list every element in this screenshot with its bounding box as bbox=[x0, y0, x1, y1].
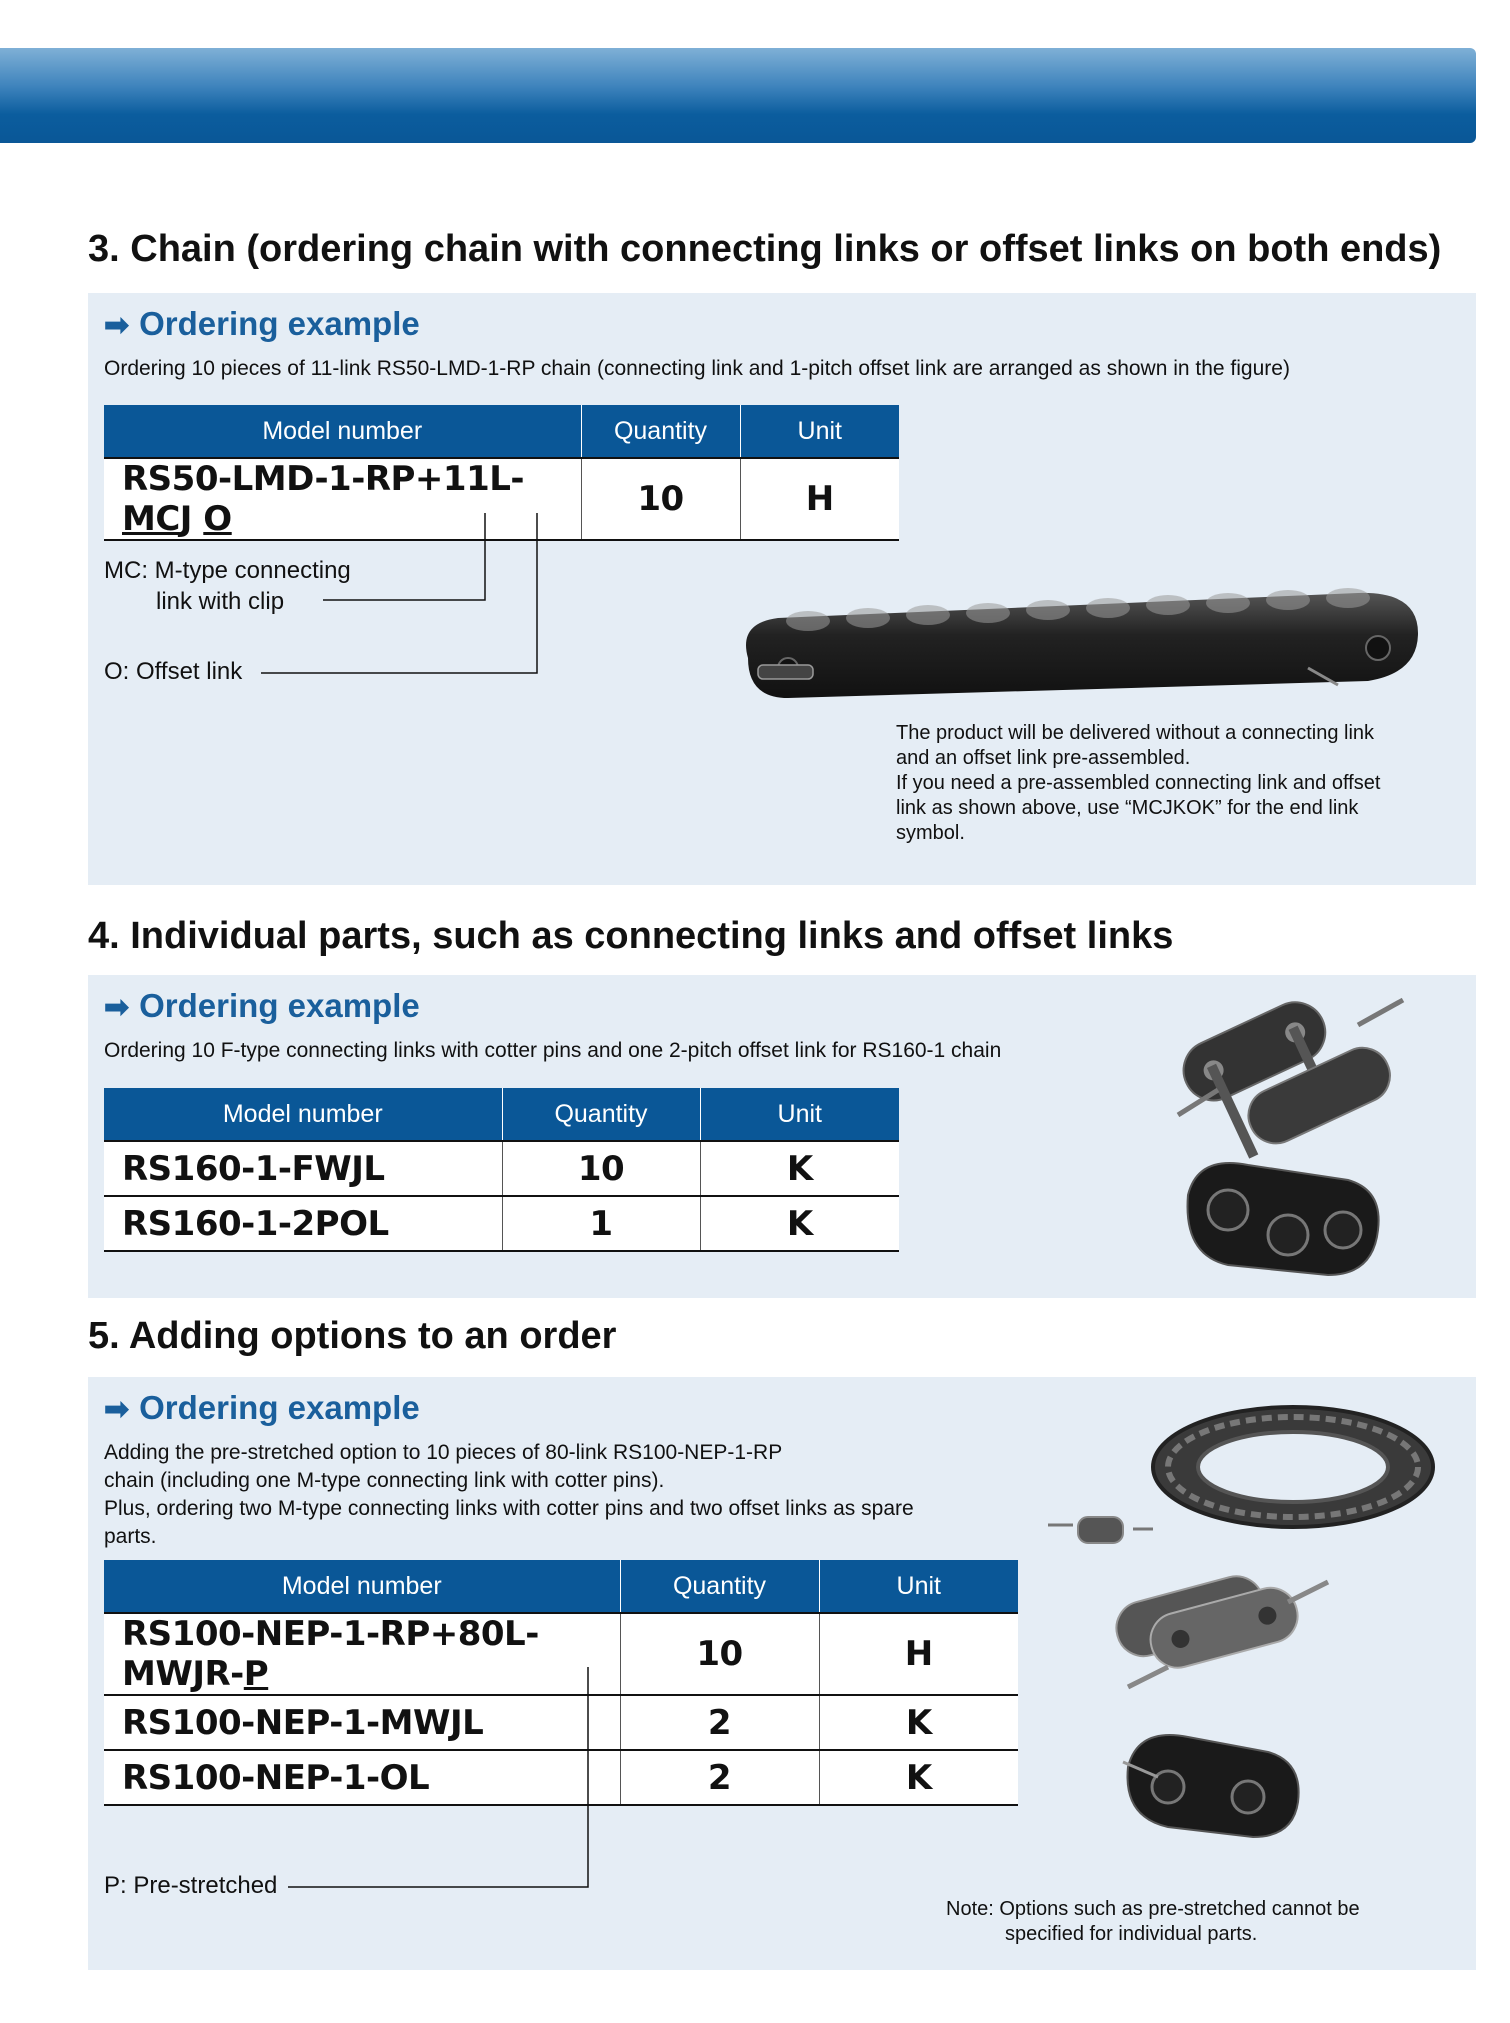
chain-coil-illustration bbox=[1048, 1387, 1448, 1857]
model-number-cell: RS100-NEP-1-RP+80L-MWJR-P bbox=[104, 1613, 620, 1695]
section3-panel bbox=[88, 293, 1476, 885]
section5-heading: 5. Adding options to an order bbox=[88, 1315, 617, 1357]
chain-illustration bbox=[718, 573, 1438, 703]
arrow-right-icon: ➡ bbox=[104, 991, 130, 1024]
col-model-number: Model number bbox=[104, 405, 581, 458]
model-number-cell: RS160-1-2POL bbox=[104, 1196, 502, 1251]
mc-callout-label: MC: M-type connecting link with clip bbox=[104, 557, 351, 615]
model-number-cell: RS50-LMD-1-RP+11L-MCJ O bbox=[104, 458, 581, 540]
col-unit: Unit bbox=[740, 405, 899, 458]
section3-description: Ordering 10 pieces of 11-link RS50-LMD-1-RP chain (connecting link and 1-pitch offset link are arranged as shown in the figure) bbox=[104, 357, 1290, 380]
section4-example-title: ➡ Ordering example bbox=[104, 987, 420, 1024]
top-banner bbox=[0, 48, 1476, 143]
quantity-cell: 10 bbox=[620, 1613, 819, 1695]
model-number-cell: RS100-NEP-1-MWJL bbox=[104, 1695, 620, 1750]
unit-cell: H bbox=[819, 1613, 1018, 1695]
p-callout-label: P: Pre-stretched bbox=[104, 1872, 278, 1899]
section5-description: Adding the pre-stretched option to 10 pieces of 80-link RS100-NEP-1-RP chain (including one M-type connecting link with cotter pins). Plus, ordering two M-type connecting links with cotter pins and two offset links as spare parts. bbox=[104, 1441, 914, 1548]
quantity-cell: 10 bbox=[502, 1141, 700, 1196]
arrow-right-icon: ➡ bbox=[104, 309, 130, 342]
model-number-cell: RS160-1-FWJL bbox=[104, 1141, 502, 1196]
section3-example-title: ➡ Ordering example bbox=[104, 305, 420, 342]
col-model-number: Model number bbox=[104, 1088, 502, 1141]
o-symbol: O bbox=[203, 499, 232, 539]
quantity-cell: 2 bbox=[620, 1750, 819, 1805]
col-quantity: Quantity bbox=[502, 1088, 700, 1141]
quantity-cell: 10 bbox=[581, 458, 740, 540]
section4-heading: 4. Individual parts, such as connecting links and offset links bbox=[88, 915, 1174, 957]
section5-panel bbox=[88, 1377, 1476, 1970]
section4-panel bbox=[88, 975, 1476, 1298]
unit-cell: K bbox=[700, 1196, 899, 1251]
col-unit: Unit bbox=[700, 1088, 899, 1141]
col-model-number: Model number bbox=[104, 1560, 620, 1613]
quantity-cell: 2 bbox=[620, 1695, 819, 1750]
offset-link-illustration bbox=[1168, 1135, 1398, 1295]
section3-note: The product will be delivered without a connecting link and an offset link pre-assembled. If you need a pre-assembled connecting link and offset link as shown above, use “MCJKOK” for the end link symbol. bbox=[896, 722, 1381, 844]
section4-order-table bbox=[104, 1088, 899, 1252]
unit-cell: K bbox=[819, 1750, 1018, 1805]
unit-cell: H bbox=[740, 458, 899, 540]
col-quantity: Quantity bbox=[581, 405, 740, 458]
section3-heading: 3. Chain (ordering chain with connecting links or offset links on both ends) bbox=[88, 228, 1442, 270]
section5-note: Note: Options such as pre-stretched cannot be specified for individual parts. bbox=[946, 1898, 1360, 1945]
o-callout-label: O: Offset link bbox=[104, 658, 243, 685]
mc-symbol: MC bbox=[122, 499, 180, 539]
section4-description: Ordering 10 F-type connecting links with cotter pins and one 2-pitch offset link for RS160-1 chain bbox=[104, 1039, 1002, 1062]
section5-example-title: ➡ Ordering example bbox=[104, 1389, 420, 1426]
p-symbol: P bbox=[243, 1654, 269, 1694]
unit-cell: K bbox=[700, 1141, 899, 1196]
table-row bbox=[104, 1141, 899, 1196]
model-number-cell: RS100-NEP-1-OL bbox=[104, 1750, 620, 1805]
arrow-right-icon: ➡ bbox=[104, 1393, 130, 1426]
quantity-cell: 1 bbox=[502, 1196, 700, 1251]
col-quantity: Quantity bbox=[620, 1560, 819, 1613]
table-row bbox=[104, 1196, 899, 1251]
unit-cell: K bbox=[819, 1695, 1018, 1750]
col-unit: Unit bbox=[819, 1560, 1018, 1613]
